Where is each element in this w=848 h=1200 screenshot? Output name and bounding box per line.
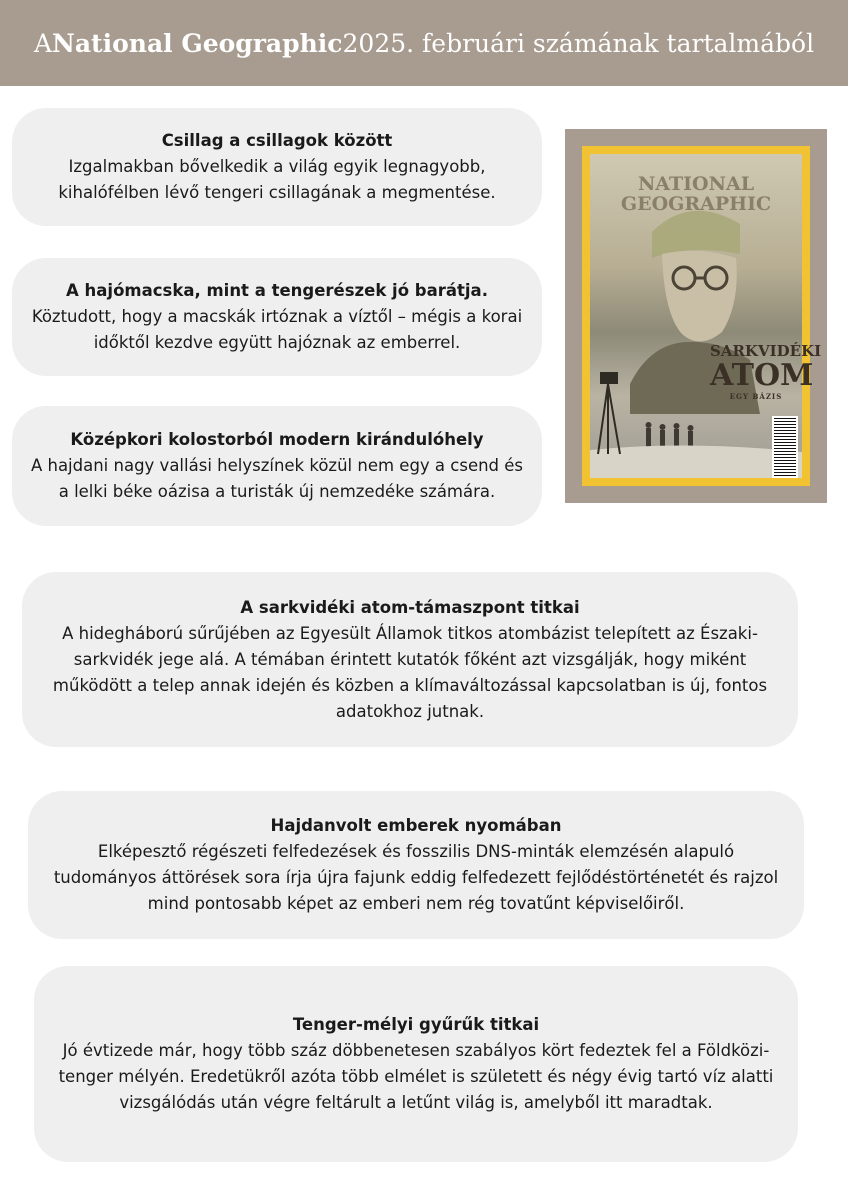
article-title: Középkori kolostorból modern kirándulóhely: [70, 430, 484, 449]
cover-logo-line2: GEOGRAPHIC: [620, 193, 772, 215]
cover-title-line2: ATOM: [710, 358, 814, 393]
page-header: [0, 0, 848, 86]
article-card-ship-cat: [12, 258, 542, 376]
article-body: Köztudott, hogy a macskák irtóznak a víztől – mégis a korai időktől kezdve együtt hajóznak az emberrel.: [31, 307, 523, 352]
article-body: A hajdani nagy vallási helyszínek közül nem egy a csend és a lelki béke oázisa a turisták új nemzedéke számára.: [30, 456, 524, 501]
article-body: A hidegháború sűrűjében az Egyesült Államok titkos atombázist telepített az Északi-sarkvidék jege alá. A témában érintett kutatók főként azt vizsgálják, hogy miként működött a telep annak idején és közben a klímaváltozással kapcsolatban is új, fontos adatokhoz jutnak.: [52, 623, 768, 721]
article-title: A sarkvidéki atom-támaszpont titkai: [240, 597, 580, 617]
header-suffix: 2025. februári számának tartalmából: [342, 28, 815, 58]
cover-logo: [590, 174, 802, 214]
article-title: A hajómacska, mint a tengerészek jó barátja.: [66, 281, 488, 300]
magazine-cover-frame: [565, 129, 827, 503]
cover-image: [590, 154, 822, 478]
article-card-arctic-atom: [22, 572, 798, 747]
article-body: Jó évtizede már, hogy több száz döbbenetesen szabályos kört fedeztek fel a Földközi-tenger mélyén. Eredetükről azóta több elmélet is született és négy évig tartó víz alatti vizsgálódás után végre feltárult a letűnt világ is, amelyből itt maradtak.: [58, 1041, 774, 1112]
cover-logo-line1: NATIONAL: [637, 173, 755, 195]
article-title: Tenger-mélyi gyűrűk titkai: [292, 1015, 540, 1034]
article-card-monastery: [12, 406, 542, 526]
article-card-ancient-humans: [28, 791, 804, 939]
header-brand: National Geographic: [52, 28, 343, 58]
article-title: Hajdanvolt emberek nyomában: [270, 816, 562, 835]
cover-title-line1: SARKVIDÉKI: [710, 342, 822, 360]
article-card-starfish: [12, 108, 542, 226]
article-card-sea-rings: [34, 966, 798, 1162]
article-body: Izgalmakban bővelkedik a világ egyik legnagyobb, kihalófélben lévő tengeri csillagának a megmentése.: [58, 157, 496, 202]
cover-title-line3: EGY BÁZIS: [729, 392, 783, 401]
barcode: [772, 416, 798, 478]
article-body: Elképesztő régészeti felfedezések és fosszilis DNS-minták elemzésén alapuló tudományos áttörések sora írja újra fajunk eddig felfedezett fejlődéstörténetét és rajzol mind pontosabb képet az emberi nem rég tovatűnt képviselőiről.: [53, 842, 779, 913]
magazine-cover: [582, 146, 822, 486]
article-title: Csillag a csillagok között: [161, 131, 393, 150]
header-prefix: A: [33, 28, 52, 58]
cover-title: [710, 342, 822, 402]
